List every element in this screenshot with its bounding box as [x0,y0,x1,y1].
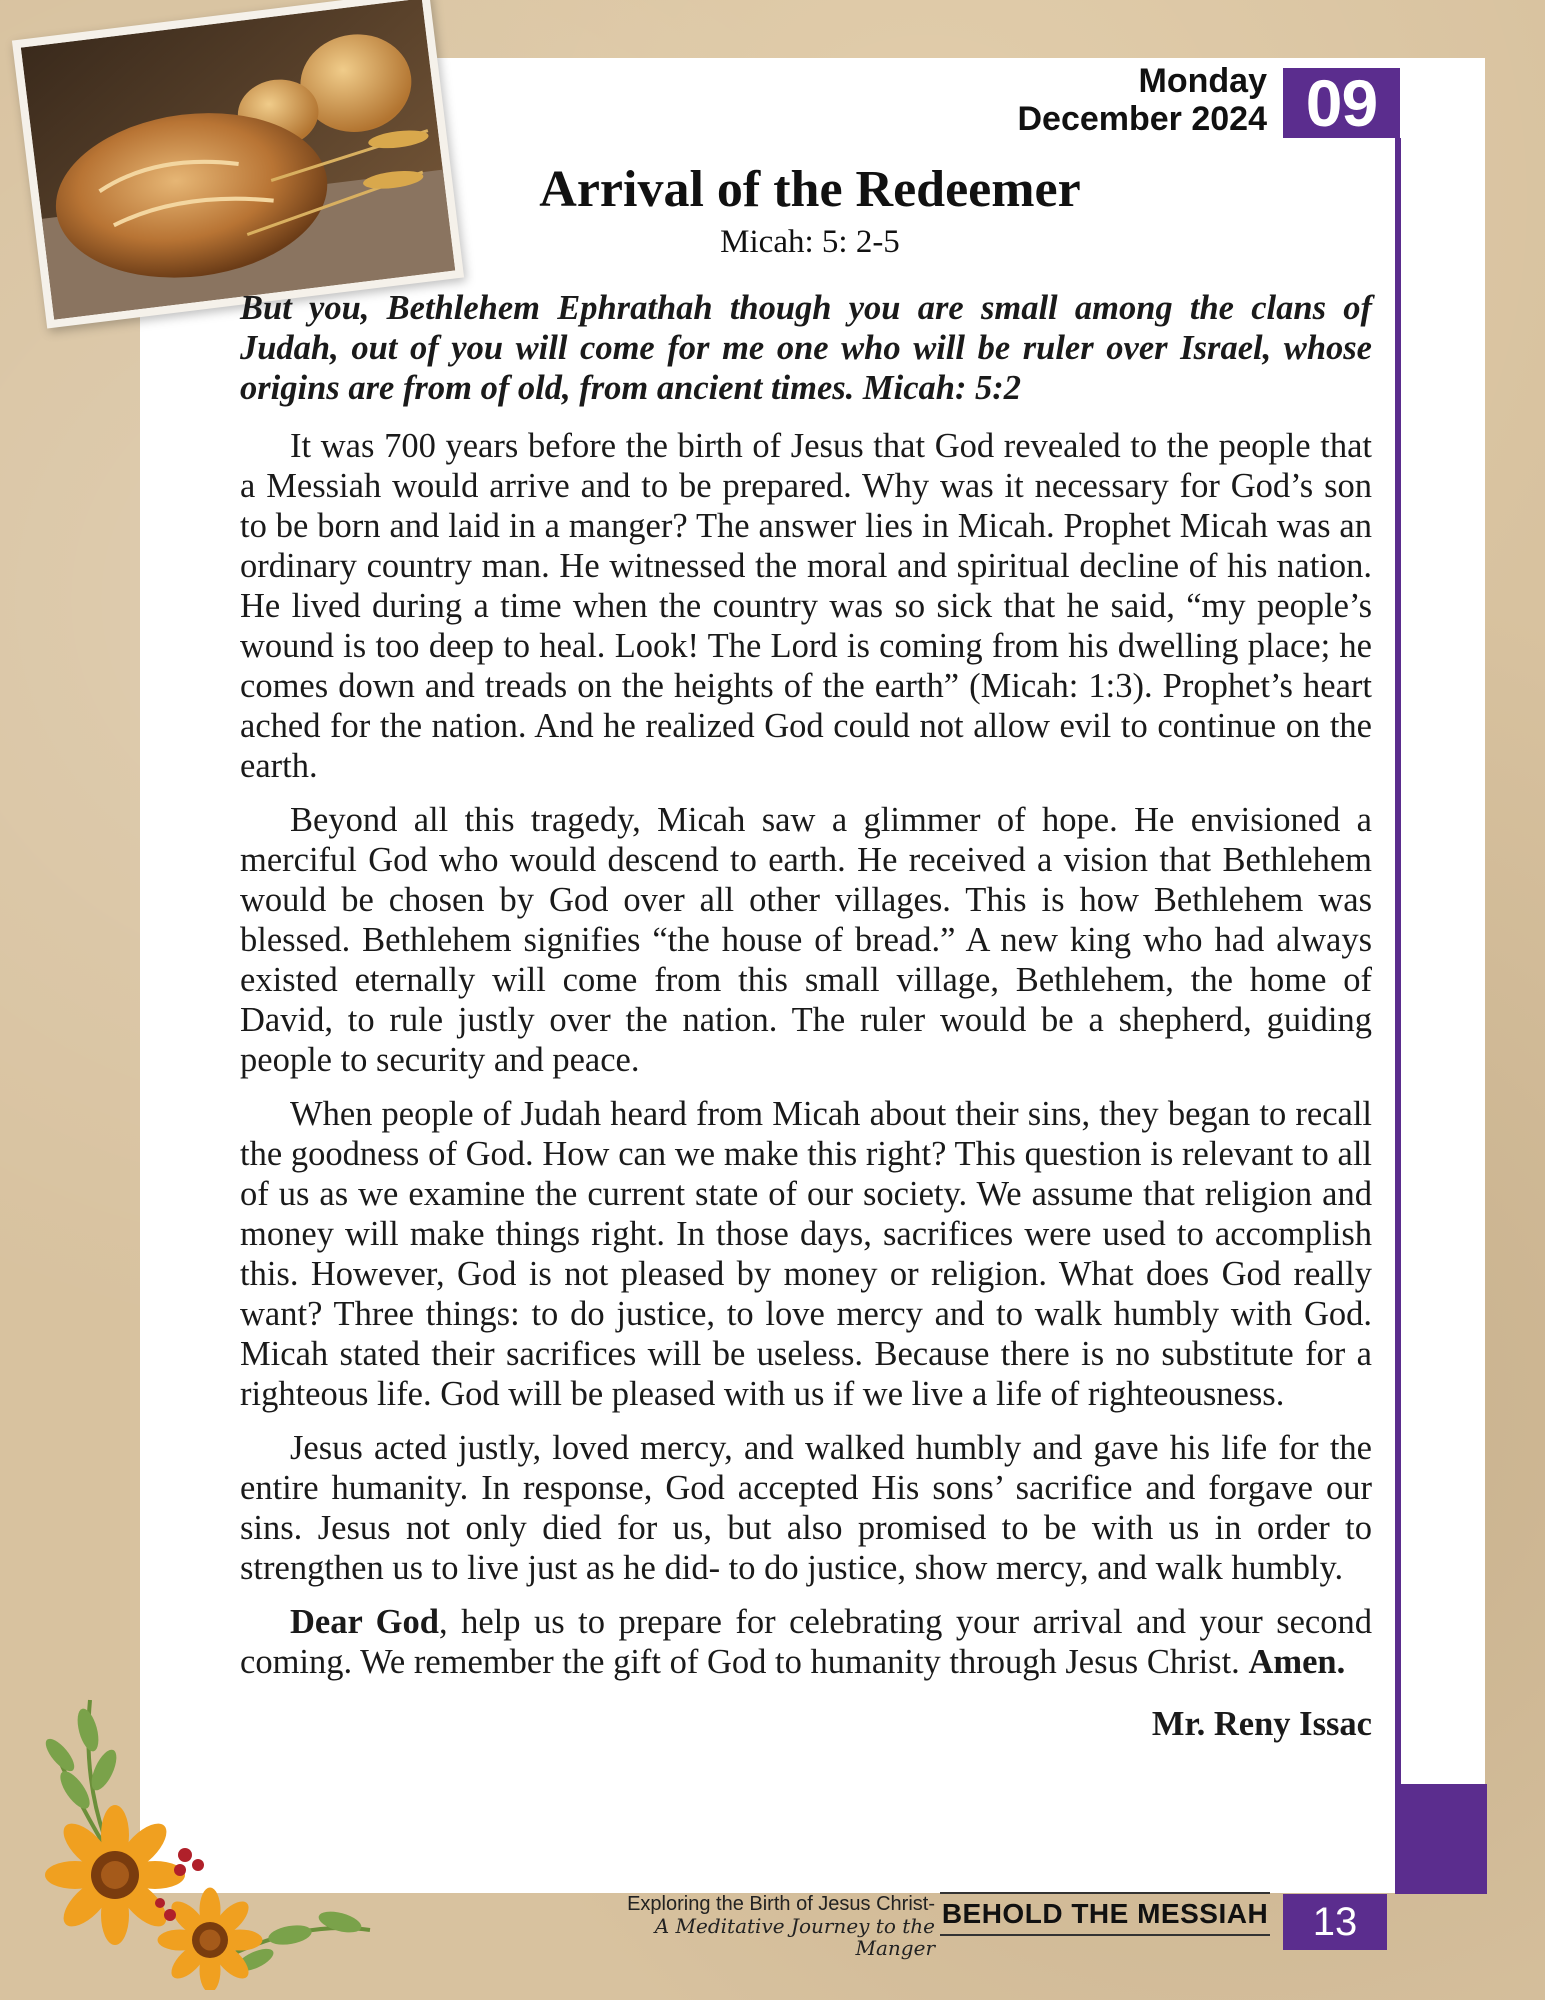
footer-line-1: Exploring the Birth of Jesus Christ- [627,1893,935,1915]
paragraph-3: When people of Judah heard from Micah about their sins, they began to recall the goodness of God. How can we make this right? This question is relevant to all of us as we examine the current state of our society. We assume that religion and money will make things right. In those days, sacrifices were used to accomplish this. However, God is not pleased by money or religion. What does God really want? Three things: to do justice, to love mercy and to walk humbly with God. Micah stated their sacrifices will be useless. Because there is no substitute for a righteous life. God will be pleased with us if we live a life of righteousness. [240,1095,1372,1413]
footer-line-2: A Meditative Journey to the Manger [654,1914,935,1960]
devotional-content [240,288,1372,1744]
purple-corner-block [1395,1784,1487,1894]
sunflower-decoration [20,1660,380,1990]
paragraph-1: It was 700 years before the birth of Jesus that God revealed to the people that a Messiah would arrive and to be prepared. Why was it necessary for God’s son to be born and laid in a manger? The answer lies in Micah. Prophet Micah was an ordinary country man. He witnessed the moral and spiritual decline of his nation. He lived during a time when the country was so sick that he said, “my people’s wound is too deep to heal. Look! The Lord is coming from his dwelling place; he comes down and treads on the heights of the earth” (Micah: 1:3). Prophet’s heart ached for the nation. And he realized God could not allow evil to continue on the earth. [240,427,1372,785]
footer-book-title: BEHOLD THE MESSIAH [940,1892,1270,1936]
day-name: Monday [1138,62,1267,100]
bread-photo [12,0,464,329]
paragraph-2: Beyond all this tragedy, Micah saw a glimmer of hope. He envisioned a merciful God who would descend to earth. He received a vision that Bethlehem would be chosen by God over all other villages. This is how Bethlehem was blessed. Bethlehem signifies “the house of bread.” A new king who had always existed eternally will come from this small village, Bethlehem, the home of David, to rule justly over the nation. The ruler would be a shepherd, guiding people to security and peace. [240,801,1372,1079]
page-title: Arrival of the Redeemer [539,161,1081,218]
author-name: Mr. Reny Issac [1151,1705,1372,1743]
purple-side-rule [1395,138,1401,1893]
prayer [240,1602,1372,1682]
prayer-lead: Dear God [290,1603,439,1641]
paragraph-4: Jesus acted justly, loved mercy, and walked humbly and gave his life for the entire humanity. In response, God accepted His sons’ sacrifice and forgave our sins. Jesus not only died for us, but also promised to be with us in order to strengthen us to live just as he did- to do justice, show mercy, and walk humbly. [240,1429,1372,1587]
footer-subtitle [575,1893,935,1959]
prayer-body: , help us to prepare for celebrating your arrival and your second coming. We remember the gift of God to humanity through Jesus Christ. [240,1603,1372,1681]
month-year: December 2024 [1017,100,1267,138]
day-number-badge: 09 [1283,68,1400,138]
key-verse: But you, Bethlehem Ephrathah though you are small among the clans of Judah, out of you will come for me one who will be ruler over Israel, whose origins are from of old, from ancient times. Micah: 5:2 [240,289,1372,407]
page-number: 13 [1283,1894,1387,1950]
scripture-reference: Micah: 5: 2-5 [720,224,900,260]
prayer-amen: Amen. [1248,1643,1346,1681]
date-label [1017,62,1267,138]
